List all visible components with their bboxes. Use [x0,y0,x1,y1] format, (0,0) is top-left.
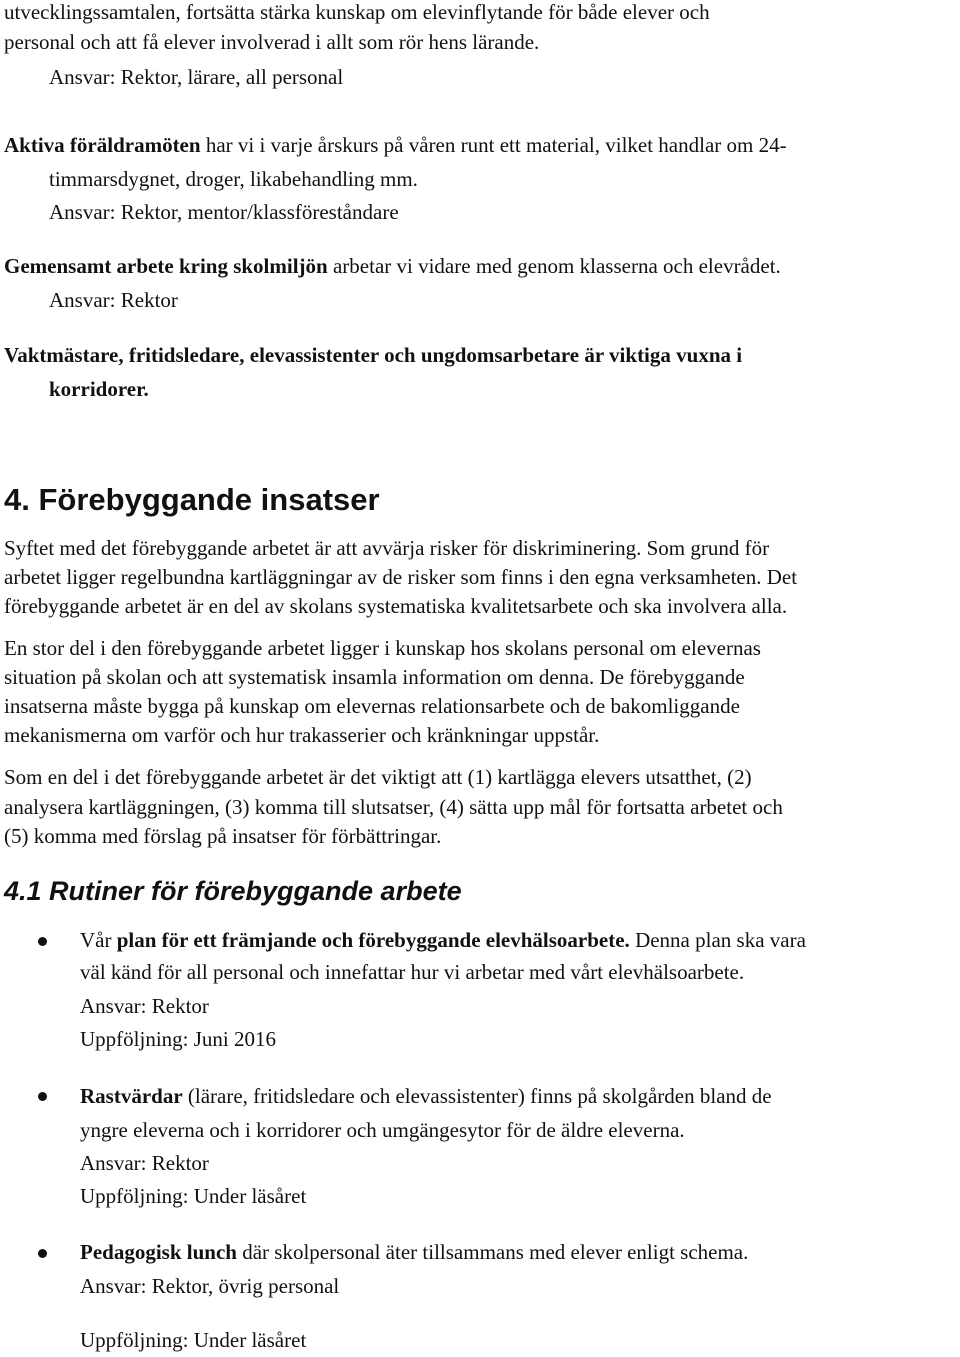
responsibility-text: Ansvar: Rektor [49,288,178,312]
responsibility-text: Ansvar: Rektor [80,1151,209,1175]
paragraph-line: Syftet med det förebyggande arbetet är att avvärja risker för diskriminering. Som grund för [4,536,770,560]
followup-text: Uppföljning: Juni 2016 [80,1027,277,1051]
item-text-line: timmarsdygnet, droger, likabehandling mm. [49,167,418,191]
paragraph-line: situation på skolan och att systematisk insamla information om denna. De förebyggande [4,665,745,689]
paragraph-line: arbetet ligger regelbundna kartläggningar av de risker som finns i den egna verksamheten. Det [4,565,798,589]
responsibility-text: Ansvar: Rektor, mentor/klassföreståndare [49,200,399,224]
list-item-text: (lärare, fritidsledare och elevassistenter) finns på skolgården bland de [182,1084,772,1108]
item-vaktmastare [4,340,742,370]
paragraph-line: Som en del i det förebyggande arbetet är det viktigt att (1) kartlägga elevers utsatthet, (2) [4,765,752,789]
list-item-title: Pedagogisk lunch [80,1240,237,1264]
followup-text: Uppföljning: Under läsåret [80,1184,307,1208]
bullet-icon [38,937,47,946]
responsibility-text: Ansvar: Rektor, övrig personal [80,1274,340,1298]
item-aktiva-foraldramoten [4,130,787,160]
list-item-text: Vår [80,928,117,952]
paragraph-line: förebyggande arbetet är en del av skolans systematiska kvalitetsarbete och ska involvera alla. [4,594,788,618]
list-item [80,1081,772,1111]
bullet-icon [38,1092,47,1101]
list-item-line: väl känd för all personal och innefattar hur vi arbetar med vårt elevhälsoarbete. [80,960,745,984]
list-item-text: där skolpersonal äter tillsammans med elever enligt schema. [236,1240,749,1264]
list-item-title: Rastvärdar [80,1084,183,1108]
paragraph-line: insatserna måste bygga på kunskap om elevernas relationsarbete och de bakomliggande [4,694,740,718]
item-title-line [49,374,149,404]
bullet-icon [38,1249,47,1258]
list-item [80,1237,748,1267]
item-text: har vi i varje årskurs på våren runt ett material, vilket handlar om 24- [200,133,787,157]
list-item-line: yngre eleverna och i korridorer och umgängesytor för de äldre eleverna. [80,1118,685,1142]
paragraph-line: En stor del i den förebyggande arbetet ligger i kunskap hos skolans personal om elevernas [4,636,761,660]
item-text: arbetar vi vidare med genom klasserna och elevrådet. [327,254,781,278]
paragraph-line: utvecklingssamtalen, fortsätta stärka kunskap om elevinflytande för både elever och [4,0,710,24]
responsibility-text: Ansvar: Rektor [80,994,209,1018]
item-gemensamt-arbete [4,251,781,281]
paragraph-line: mekanismerna om varför och hur trakasserier och kränkningar uppstår. [4,723,600,747]
paragraph-line: analysera kartläggningen, (3) komma till slutsatser, (4) sätta upp mål för fortsatta arbetet och [4,795,783,819]
followup-text: Uppföljning: Under läsåret [80,1328,307,1352]
paragraph-line: (5) komma med förslag på insatser för förbättringar. [4,824,442,848]
subsection-heading: 4.1 Rutiner för förebyggande arbete [4,876,462,906]
responsibility-text: Ansvar: Rektor, lärare, all personal [49,65,344,89]
section-heading: 4. Förebyggande insatser [4,482,380,517]
paragraph-line: personal och att få elever involverad i allt som rör hens lärande. [4,30,540,54]
item-title-continued: korridorer. [49,377,149,401]
list-item-text: Denna plan ska vara [629,928,806,952]
item-title: Vaktmästare, fritidsledare, elevassistenter och ungdomsarbetare är viktiga vuxna i [4,343,743,367]
list-item-title: plan för ett främjande och förebyggande elevhälsoarbete. [116,928,630,952]
item-title: Aktiva föräldramöten [4,133,201,157]
item-title: Gemensamt arbete kring skolmiljön [4,254,328,278]
list-item [80,925,806,955]
